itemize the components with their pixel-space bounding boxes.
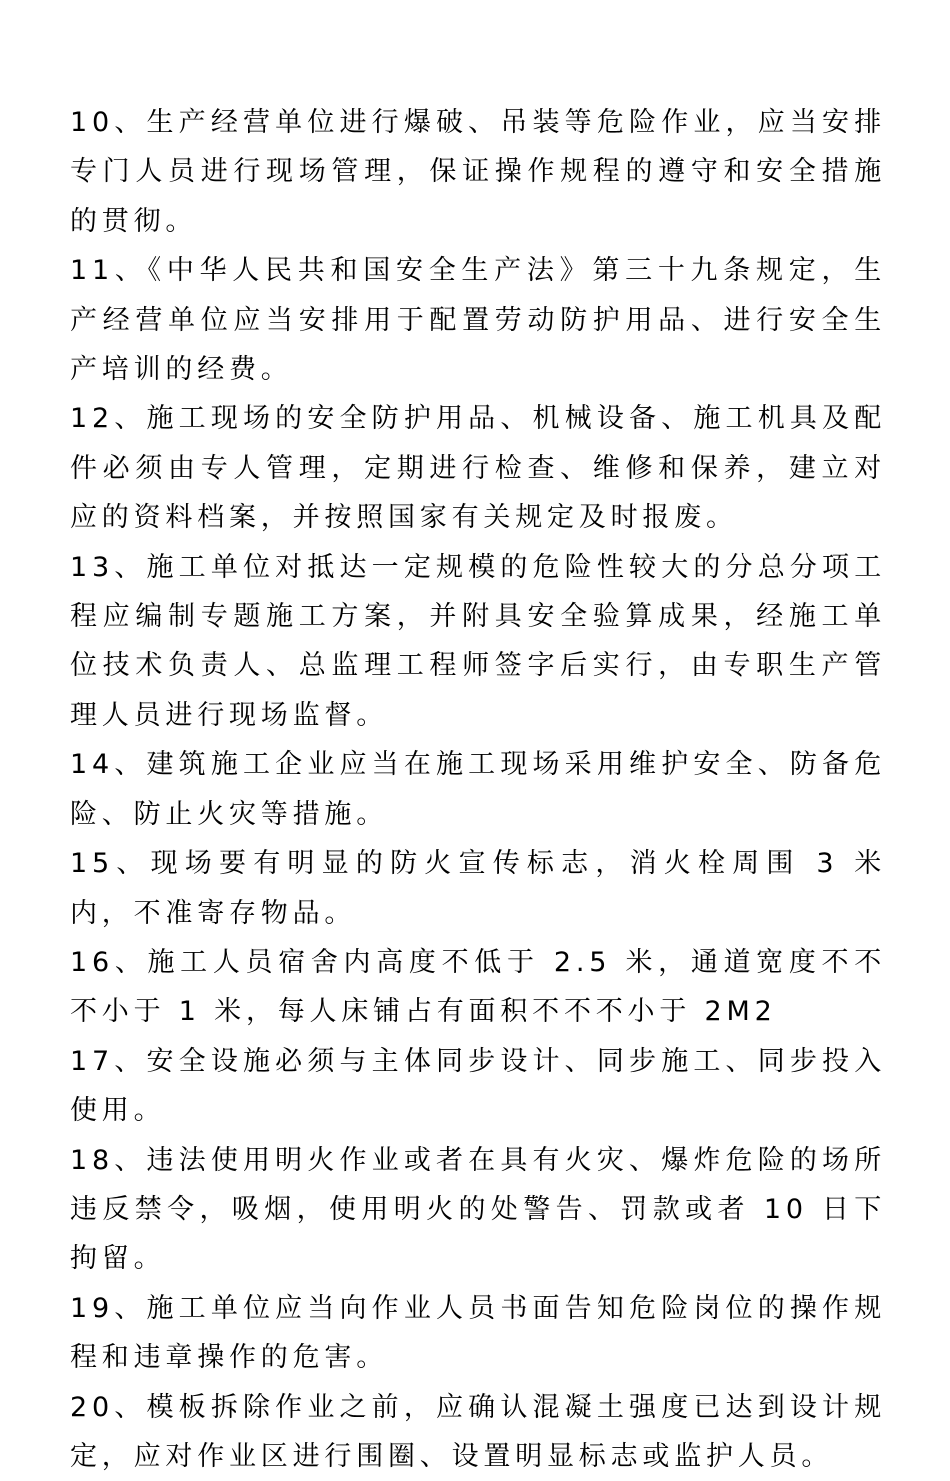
paragraph-item-16: 16、施工人员宿舍内高度不低于 2.5 米，通道宽度不不不小于 1 米，每人床铺占有面积不不不小于 2M2 <box>70 946 886 1028</box>
document-body <box>70 98 886 1481</box>
paragraph-item-12: 12、施工现场的安全防护用品、机械设备、施工机具及配件必须由专人管理，定期进行检查、维修和保养，建立对应的资料档案，并按照国家有关规定及时报废。 <box>70 403 886 534</box>
paragraph-item-15: 15、现场要有明显的防火宣传标志，消火栓周围 3 米内，不准寄存物品。 <box>70 848 886 929</box>
paragraph-item-13: 13、施工单位对抵达一定规模的危险性较大的分总分项工程应编制专题施工方案，并附具安全验算成果，经施工单位技术负责人、总监理工程师签字后实行，由专职生产管理人员进行现场监督。 <box>70 551 886 731</box>
paragraph-item-11: 11、《中华人民共和国安全生产法》第三十九条规定，生产经营单位应当安排用于配置劳动防护用品、进行安全生产培训的经费。 <box>70 255 886 386</box>
paragraph-item-20: 20、模板拆除作业之前，应确认混凝土强度已达到设计规定，应对作业区进行围圈、设置明显标志或监护人员。 <box>70 1391 886 1472</box>
paragraph-item-14: 14、建筑施工企业应当在施工现场采用维护安全、防备危险、防止火灾等措施。 <box>70 749 886 830</box>
paragraph-item-10: 10、生产经营单位进行爆破、吊装等危险作业，应当安排专门人员进行现场管理，保证操作规程的遵守和安全措施的贯彻。 <box>70 107 886 237</box>
paragraph-item-19: 19、施工单位应当向作业人员书面告知危险岗位的操作规程和违章操作的危害。 <box>70 1292 886 1374</box>
paragraph-item-18: 18、违法使用明火作业或者在具有火灾、爆炸危险的场所违反禁令，吸烟，使用明火的处警告、罚款或者 10 日下拘留。 <box>70 1144 886 1275</box>
paragraph-item-17: 17、安全设施必须与主体同步设计、同步施工、同步投入使用。 <box>70 1045 886 1127</box>
